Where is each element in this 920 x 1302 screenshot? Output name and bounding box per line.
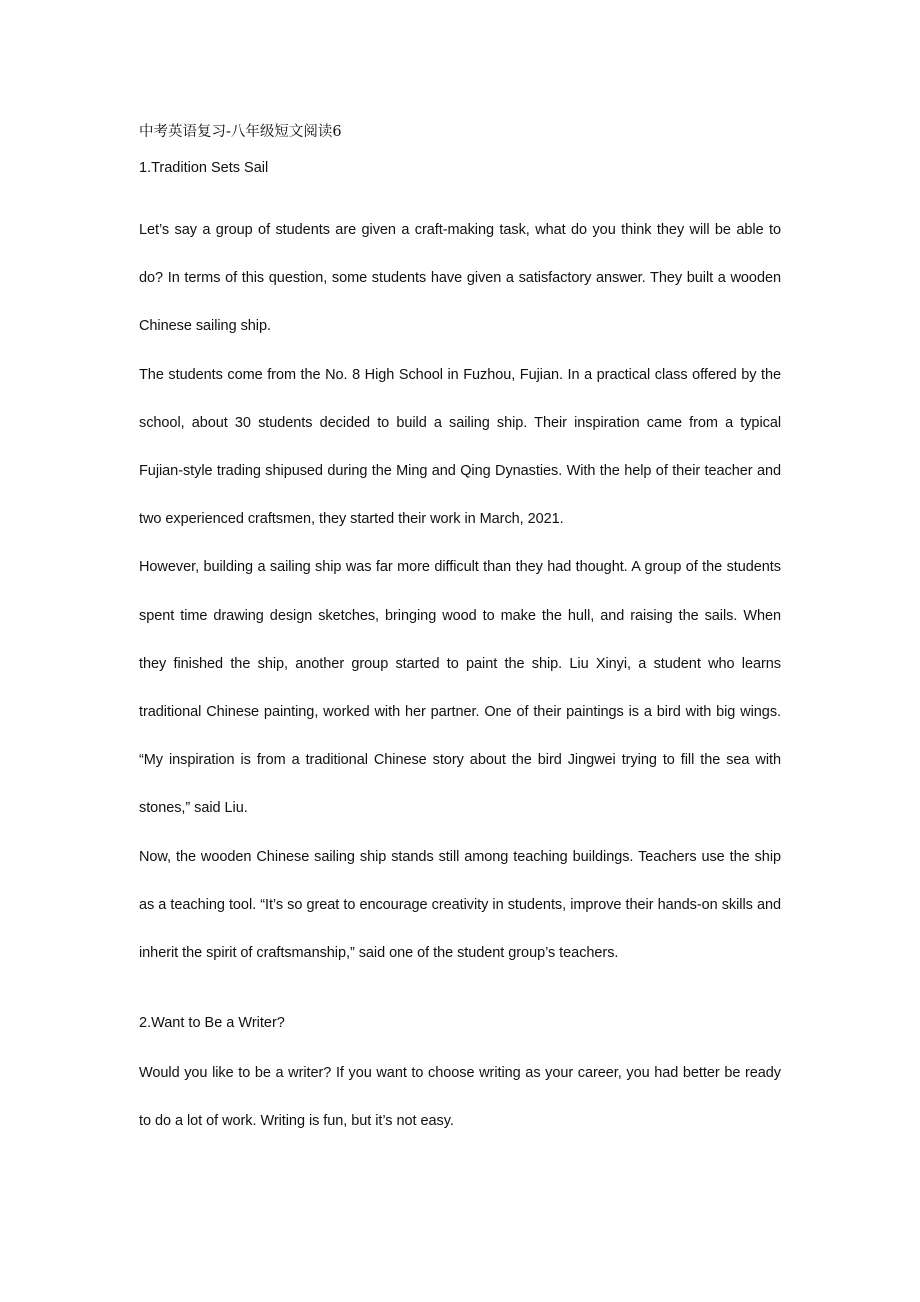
section-want-to-be-a-writer (139, 1013, 781, 1145)
paragraph: Now, the wooden Chinese sailing ship stands still among teaching buildings. Teachers use the ship as a teaching tool. “It’s so great to encourage creativity in students, improve their hands-on skills and inherit the spirit of craftsmanship,” said one of the student group’s teachers. (139, 848, 781, 962)
section-heading: 1.Tradition Sets Sail (139, 160, 269, 176)
section-heading: 2.Want to Be a Writer? (139, 1015, 285, 1032)
paragraph: Would you like to be a writer? If you want to choose writing as your career, you had better be ready to do a lot of work. Writing is fun, but it’s not easy. (139, 1065, 781, 1130)
paragraph: The students come from the No. 8 High School in Fuzhou, Fujian. In a practical class offered by the school, about 30 students decided to build a sailing ship. Their inspiration came from a typical Fujian-style trading shipused during the Ming and Qing Dynasties. With the help of their teacher and two experienced craftsmen, they started their work in March, 2021. (139, 366, 781, 528)
document-title: 中考英语复习-八年级短文阅读6 (139, 124, 342, 140)
document-body (139, 118, 781, 1146)
paragraph: However, building a sailing ship was far more difficult than they had thought. A group of the students spent time drawing design sketches, bringing wood to make the hull, and raising the sails. When they finished the ship, another group started to paint the ship. Liu Xinyi, a student who learns traditional Chinese painting, worked with her partner. One of their paintings is a bird with big wings. “My inspiration is from a traditional Chinese story about the bird Jingwei trying to fill the sea with stones,” said Liu. (139, 559, 781, 817)
section-tradition-sets-sail (139, 158, 781, 977)
paragraph: Let’s say a group of students are given a craft-making task, what do you think they will be able to do? In terms of this question, some students have given a satisfactory answer. They built a wooden Chinese sailing ship. (139, 222, 781, 335)
